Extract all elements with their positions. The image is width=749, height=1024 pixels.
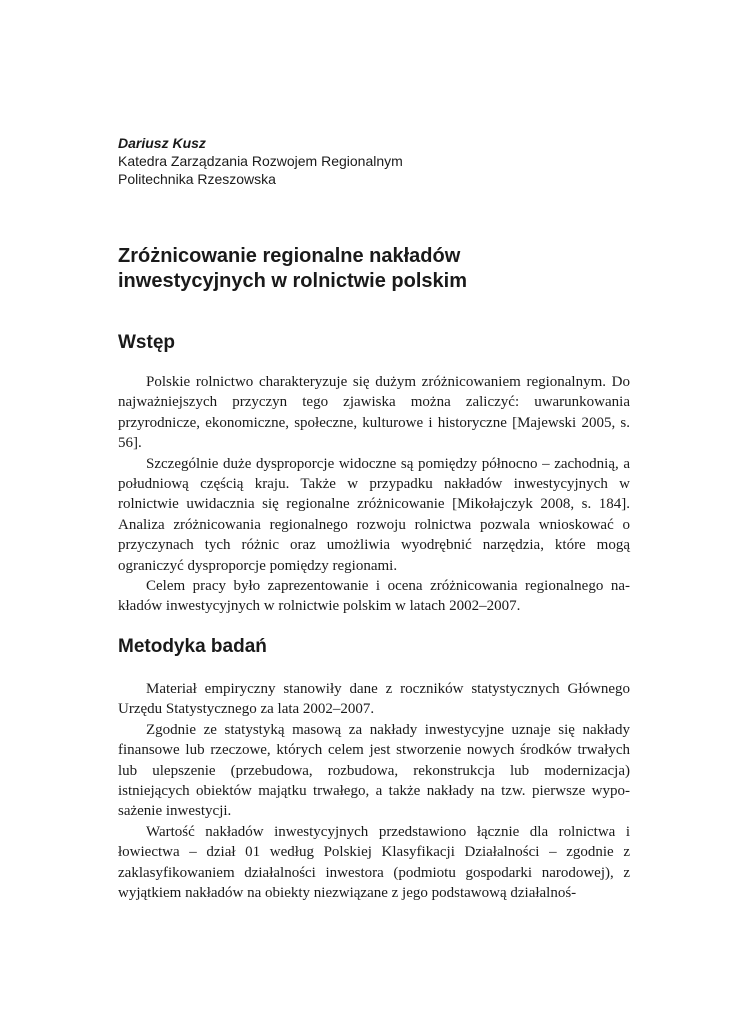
section-body-methodology	[118, 679, 630, 903]
author-affiliation-department: Katedra Zarządzania Rozwojem Regionalnym	[118, 153, 403, 169]
section-body-introduction	[118, 372, 630, 617]
paper-title-line-2: inwestycyjnych w rolnictwie polskim	[118, 270, 467, 292]
paper-title-line-1: Zróżnicowanie regionalne nakładów	[118, 245, 461, 267]
author-affiliation-university: Politechnika Rzeszowska	[118, 171, 276, 187]
paragraph: Materiał empiryczny stanowiły dane z roczników statystycznych Głównego Urzędu Statystycznego za lata 2002–2007.	[118, 681, 630, 718]
section-heading-introduction: Wstęp	[118, 332, 175, 353]
author-block	[118, 134, 403, 188]
paragraph: Wartość nakładów inwestycyjnych przedstawiono łącznie dla rolnictwa i łowiectwa – dział 01 według Polskiej Klasyfikacji Działalności – zgodnie z zaklasyfikowaniem działalności inwestora (podmiotu gospodarki narodowej), z wyjątkiem nakładów na obiekty niezwiązane z jego podstawową działalnoś-	[118, 823, 630, 902]
paragraph: Zgodnie ze statystyką masową za nakłady inwestycyjne uznaje się nakłady finansowe lub rzeczowe, których celem jest stworzenie nowych środków trwałych lub ulepszenie (przebudowa, rozbudowa, rekonstrukcja lub modernizacja) istniejących obiektów majątku trwałego, a także nakłady na tzw. pierwsze wyposażenie inwestycji.	[118, 721, 630, 820]
paragraph: Polskie rolnictwo charakteryzuje się dużym zróżnicowaniem regionalnym. Do najważniejszych przyczyn tego zjawiska można zaliczyć: uwarunkowania przyrodnicze, ekonomiczne, społeczne, kulturowe i historyczne [Majewski 2005, s. 56].	[118, 374, 630, 452]
author-name: Dariusz Kusz	[118, 135, 206, 151]
paragraph: Szczególnie duże dysproporcje widoczne są pomiędzy północno – zachodnią, a południową częścią kraju. Także w przypadku nakładów inwestycyjnych w rolnictwie uwidacznia się regionalne zróżnicowanie [Mikołajczyk 2008, s. 184]. Analiza zróżnicowania regionalnego rozwoju rolnictwa pozwala wnioskować o przyczynach tych różnic oraz umożliwia wyodrębnić narzędzia, które mogą ograniczyć dysproporcje pomiędzy regionami.	[118, 455, 630, 574]
paragraph: Celem pracy było zaprezentowanie i ocena zróżnicowania regionalnego nakładów inwestycyjnych w rolnictwie polskim w latach 2002–2007.	[118, 578, 630, 615]
section-heading-methodology: Metodyka badań	[118, 636, 267, 657]
paper-title	[118, 244, 638, 294]
